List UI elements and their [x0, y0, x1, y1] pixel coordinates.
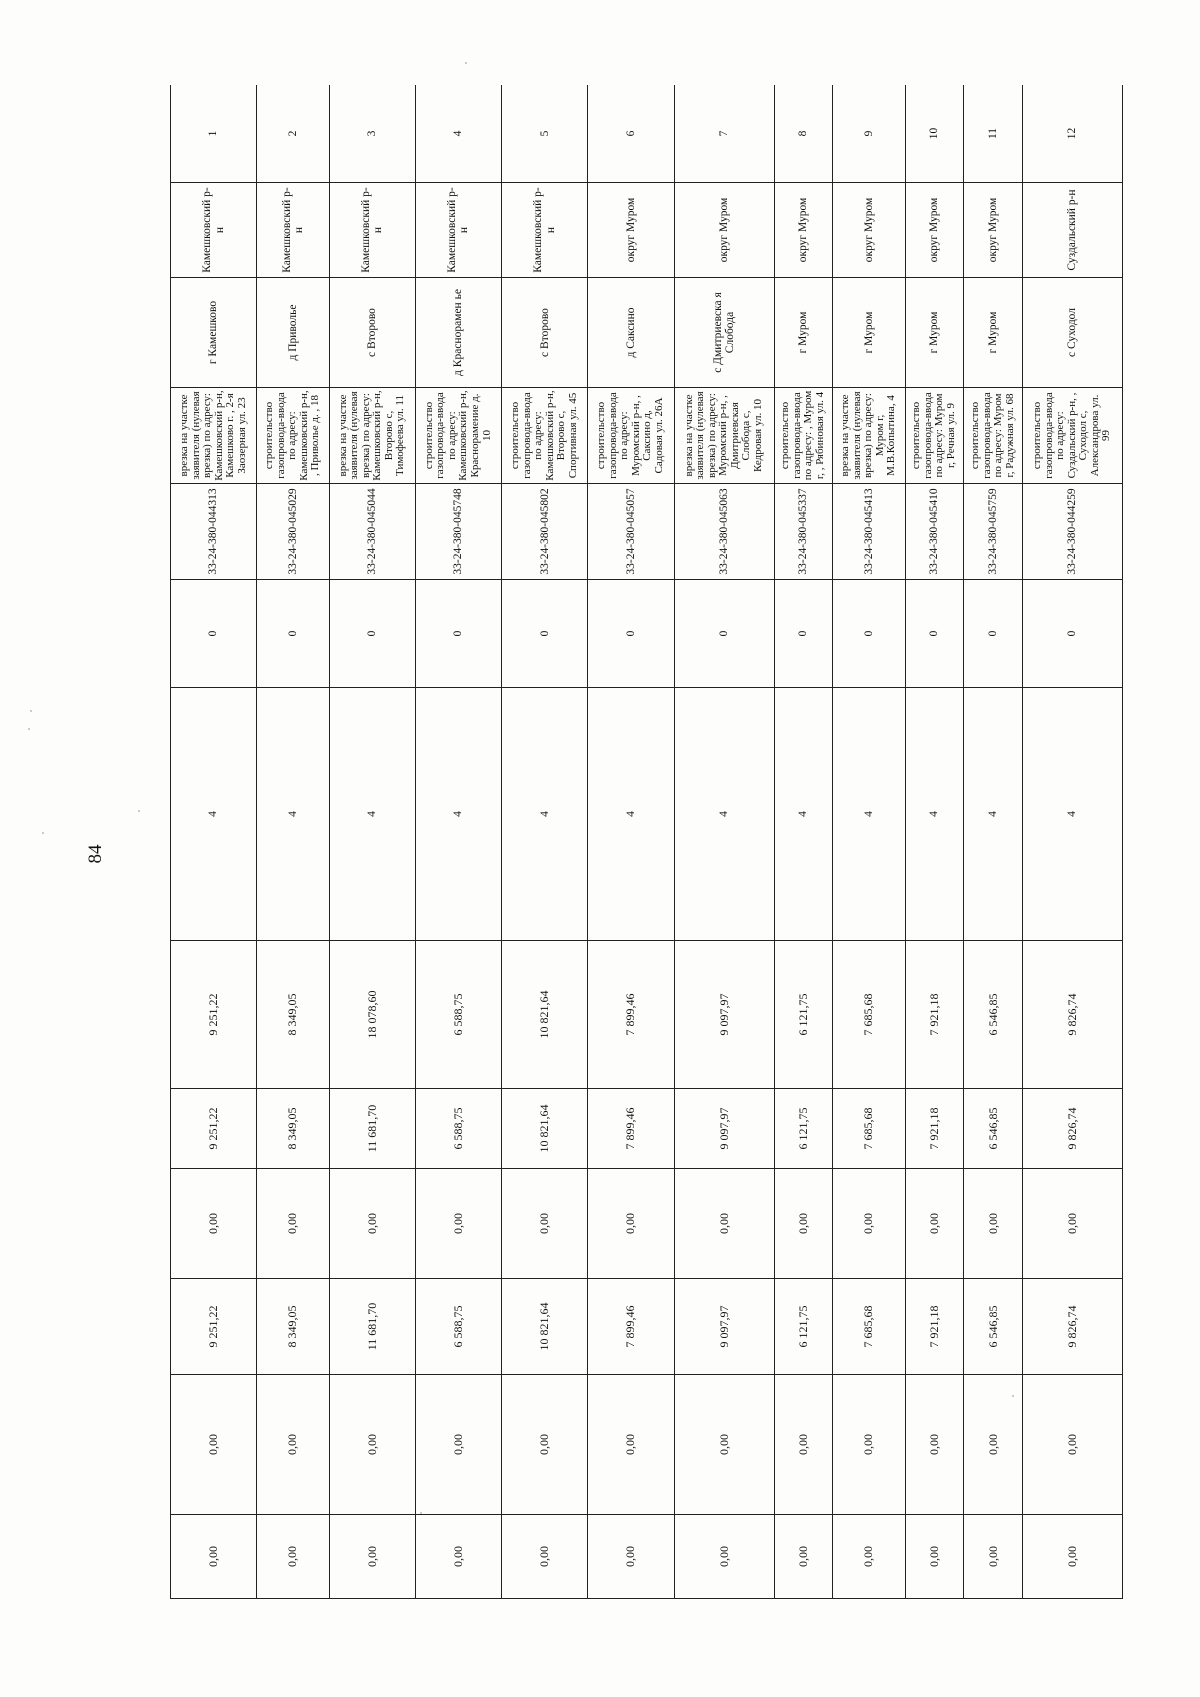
- cell-amount-3: 0,00: [1022, 1169, 1122, 1279]
- cell-district: округ Муром: [964, 183, 1023, 278]
- cell-amount-1: 6 588,75: [415, 941, 501, 1089]
- cell-amount-2: 9 097,97: [674, 1089, 774, 1169]
- scan-speck: [138, 810, 140, 812]
- cell-amount-2: 8 349,05: [257, 1089, 329, 1169]
- cell-description: строительство газопровода-ввода по адресу: Муромский р-н, , Саксино д, Садовая ул. 26А: [588, 388, 674, 484]
- cell-amount-5: 0,00: [257, 1375, 329, 1515]
- cell-col7: 4: [257, 688, 329, 941]
- cell-amount-1: 9 097,97: [674, 941, 774, 1089]
- cell-amount-2: 9 251,22: [171, 1089, 257, 1169]
- cell-cadastral-code: 33-24-380-045759: [964, 484, 1023, 580]
- cell-amount-5: 0,00: [905, 1375, 964, 1515]
- cell-amount-2: 6 546,85: [964, 1089, 1023, 1169]
- cell-col7: 4: [774, 688, 833, 941]
- cell-row-number: 2: [257, 85, 329, 183]
- cell-col7: 4: [905, 688, 964, 941]
- cell-amount-1: 9 826,74: [1022, 941, 1122, 1089]
- cell-amount-3: 0,00: [774, 1169, 833, 1279]
- cell-row-number: 7: [674, 85, 774, 183]
- cell-col6: 0: [833, 580, 905, 688]
- cell-locality: г Камешково: [171, 278, 257, 388]
- cell-amount-1: 8 349,05: [257, 941, 329, 1089]
- cell-amount-5: 0,00: [415, 1375, 501, 1515]
- cell-district: округ Муром: [588, 183, 674, 278]
- cell-amount-1: 10 821,64: [502, 941, 588, 1089]
- cell-amount-1: 6 121,75: [774, 941, 833, 1089]
- rotated-table-container: [170, 85, 1123, 1599]
- cell-locality: г Муром: [833, 278, 905, 388]
- cell-col7: 4: [674, 688, 774, 941]
- cell-description: строительство газопровода-ввода по адресу: Камешковский р-н, , Приволье д. , 18: [257, 388, 329, 484]
- cell-amount-3: 0,00: [329, 1169, 415, 1279]
- cell-amount-3: 0,00: [502, 1169, 588, 1279]
- table-body: [171, 85, 1123, 1599]
- table-row: [329, 85, 415, 1599]
- cell-amount-2: 10 821,64: [502, 1089, 588, 1169]
- cell-amount-6: 0,00: [674, 1515, 774, 1599]
- cell-amount-6: 0,00: [171, 1515, 257, 1599]
- cell-row-number: 6: [588, 85, 674, 183]
- cell-row-number: 3: [329, 85, 415, 183]
- scan-speck: [30, 710, 32, 712]
- cell-cadastral-code: 33-24-380-045057: [588, 484, 674, 580]
- cell-col6: 0: [415, 580, 501, 688]
- cell-amount-2: 6 121,75: [774, 1089, 833, 1169]
- cell-col6: 0: [502, 580, 588, 688]
- cell-locality: с Дмитриевска я Слобода: [674, 278, 774, 388]
- table-row: [171, 85, 257, 1599]
- cell-locality: г Муром: [964, 278, 1023, 388]
- table-row: [905, 85, 964, 1599]
- cell-row-number: 11: [964, 85, 1023, 183]
- cell-district: Камешковский р-н: [502, 183, 588, 278]
- cell-amount-1: 7 921,18: [905, 941, 964, 1089]
- page-number: 84: [85, 844, 106, 864]
- cell-cadastral-code: 33-24-380-045802: [502, 484, 588, 580]
- cell-description: врезка на участке заявителя (нулевая врезка) по адресу: Камешковский р-н, Второво с, Тимофеева ул. 11: [329, 388, 415, 484]
- cell-locality: с Второво: [502, 278, 588, 388]
- cell-amount-4: 7 685,68: [833, 1279, 905, 1375]
- scan-speck: [28, 728, 30, 730]
- cell-amount-4: 8 349,05: [257, 1279, 329, 1375]
- cell-locality: с Суходол: [1022, 278, 1122, 388]
- cell-amount-3: 0,00: [964, 1169, 1023, 1279]
- cell-amount-4: 11 681,70: [329, 1279, 415, 1375]
- cell-cadastral-code: 33-24-380-045029: [257, 484, 329, 580]
- cell-col7: 4: [415, 688, 501, 941]
- cell-row-number: 9: [833, 85, 905, 183]
- cell-district: Камешковский р-н: [415, 183, 501, 278]
- cell-col7: 4: [1022, 688, 1122, 941]
- table-row: [588, 85, 674, 1599]
- cell-amount-6: 0,00: [588, 1515, 674, 1599]
- cell-amount-6: 0,00: [774, 1515, 833, 1599]
- cell-district: округ Муром: [833, 183, 905, 278]
- table-row: [833, 85, 905, 1599]
- cell-amount-5: 0,00: [1022, 1375, 1122, 1515]
- cell-amount-2: 6 588,75: [415, 1089, 501, 1169]
- cell-col7: 4: [964, 688, 1023, 941]
- cell-amount-4: 6 546,85: [964, 1279, 1023, 1375]
- cell-amount-5: 0,00: [502, 1375, 588, 1515]
- cell-amount-5: 0,00: [171, 1375, 257, 1515]
- cell-amount-2: 11 681,70: [329, 1089, 415, 1169]
- cell-amount-6: 0,00: [257, 1515, 329, 1599]
- cell-amount-4: 7 921,18: [905, 1279, 964, 1375]
- cell-amount-3: 0,00: [171, 1169, 257, 1279]
- cell-district: Камешковский р-н: [257, 183, 329, 278]
- cell-amount-3: 0,00: [257, 1169, 329, 1279]
- cell-amount-5: 0,00: [588, 1375, 674, 1515]
- cell-col6: 0: [774, 580, 833, 688]
- cell-locality: д Саксино: [588, 278, 674, 388]
- cell-description: строительство газопровода-ввода по адресу: Камешковский р-н, Второво с, Спортивная ул. 45: [502, 388, 588, 484]
- cell-row-number: 1: [171, 85, 257, 183]
- cell-district: округ Муром: [774, 183, 833, 278]
- cell-col7: 4: [833, 688, 905, 941]
- cell-col6: 0: [964, 580, 1023, 688]
- cell-cadastral-code: 33-24-380-044259: [1022, 484, 1122, 580]
- scan-speck: [465, 62, 467, 64]
- register-table: [170, 85, 1123, 1599]
- cell-district: округ Муром: [905, 183, 964, 278]
- cell-amount-4: 9 097,97: [674, 1279, 774, 1375]
- cell-amount-3: 0,00: [415, 1169, 501, 1279]
- cell-cadastral-code: 33-24-380-045063: [674, 484, 774, 580]
- cell-row-number: 4: [415, 85, 501, 183]
- cell-locality: г Муром: [905, 278, 964, 388]
- cell-col6: 0: [257, 580, 329, 688]
- cell-locality: с Второво: [329, 278, 415, 388]
- cell-amount-1: 18 078,60: [329, 941, 415, 1089]
- cell-description: врезка на участке заявителя (нулевая врезка) по адресу: Муром г, М.В.Копытина, 4: [833, 388, 905, 484]
- cell-locality: д Приволье: [257, 278, 329, 388]
- cell-amount-3: 0,00: [674, 1169, 774, 1279]
- cell-amount-5: 0,00: [964, 1375, 1023, 1515]
- cell-district: округ Муром: [674, 183, 774, 278]
- cell-amount-3: 0,00: [588, 1169, 674, 1279]
- cell-cadastral-code: 33-24-380-045748: [415, 484, 501, 580]
- cell-amount-6: 0,00: [415, 1515, 501, 1599]
- cell-amount-5: 0,00: [329, 1375, 415, 1515]
- table-row: [257, 85, 329, 1599]
- cell-district: Суздальский р-н: [1022, 183, 1122, 278]
- cell-amount-5: 0,00: [833, 1375, 905, 1515]
- cell-row-number: 8: [774, 85, 833, 183]
- cell-amount-4: 9 826,74: [1022, 1279, 1122, 1375]
- cell-locality: д Краснорамен ье: [415, 278, 501, 388]
- cell-cadastral-code: 33-24-380-045410: [905, 484, 964, 580]
- cell-locality: г Муром: [774, 278, 833, 388]
- cell-amount-5: 0,00: [774, 1375, 833, 1515]
- table-row: [774, 85, 833, 1599]
- cell-col6: 0: [171, 580, 257, 688]
- cell-cadastral-code: 33-24-380-045044: [329, 484, 415, 580]
- table-row: [674, 85, 774, 1599]
- cell-amount-2: 7 899,46: [588, 1089, 674, 1169]
- cell-amount-4: 6 588,75: [415, 1279, 501, 1375]
- cell-col6: 0: [674, 580, 774, 688]
- cell-description: строительство газопровода-ввода по адресу: Камешковский р-н, Краснорамение д. 10: [415, 388, 501, 484]
- cell-amount-6: 0,00: [502, 1515, 588, 1599]
- cell-description: врезка на участке заявителя (нулевая врезка) по адресу: Муромский р-н, , Дмитриевская Слобода с, Кедровая ул. 10: [674, 388, 774, 484]
- cell-col6: 0: [329, 580, 415, 688]
- cell-col6: 0: [588, 580, 674, 688]
- cell-row-number: 10: [905, 85, 964, 183]
- cell-amount-6: 0,00: [905, 1515, 964, 1599]
- cell-amount-4: 10 821,64: [502, 1279, 588, 1375]
- cell-description: врезка на участке заявителя (нулевая врезка) по адресу: Камешковский р-н, Камешково г. , 2-я Заозерная ул. 23: [171, 388, 257, 484]
- cell-amount-1: 9 251,22: [171, 941, 257, 1089]
- table-row: [502, 85, 588, 1599]
- cell-col7: 4: [329, 688, 415, 941]
- cell-amount-2: 9 826,74: [1022, 1089, 1122, 1169]
- cell-description: строительство газопровода-ввода по адресу: , Муром г, , Рябиновая ул. 4: [774, 388, 833, 484]
- cell-col6: 0: [1022, 580, 1122, 688]
- cell-amount-4: 9 251,22: [171, 1279, 257, 1375]
- cell-district: Камешковский р-н: [329, 183, 415, 278]
- cell-cadastral-code: 33-24-380-045413: [833, 484, 905, 580]
- table-row: [1022, 85, 1122, 1599]
- cell-description: строительство газопровода-ввода по адресу: Муром г, Радужная ул. 68: [964, 388, 1023, 484]
- cell-amount-3: 0,00: [833, 1169, 905, 1279]
- table-row: [964, 85, 1023, 1599]
- cell-col7: 4: [502, 688, 588, 941]
- cell-row-number: 5: [502, 85, 588, 183]
- cell-cadastral-code: 33-24-380-045337: [774, 484, 833, 580]
- cell-amount-6: 0,00: [1022, 1515, 1122, 1599]
- cell-col7: 4: [588, 688, 674, 941]
- scan-speck: [42, 832, 44, 834]
- cell-amount-2: 7 685,68: [833, 1089, 905, 1169]
- cell-description: строительство газопровода-ввода по адресу: Суздальский р-н, , Суходол с, Александрова ул. 99: [1022, 388, 1122, 484]
- cell-cadastral-code: 33-24-380-044313: [171, 484, 257, 580]
- cell-amount-1: 7 899,46: [588, 941, 674, 1089]
- cell-amount-4: 7 899,46: [588, 1279, 674, 1375]
- cell-col6: 0: [905, 580, 964, 688]
- cell-amount-1: 6 546,85: [964, 941, 1023, 1089]
- cell-amount-6: 0,00: [329, 1515, 415, 1599]
- cell-amount-6: 0,00: [964, 1515, 1023, 1599]
- cell-district: Камешковский р-н: [171, 183, 257, 278]
- cell-amount-1: 7 685,68: [833, 941, 905, 1089]
- table-row: [415, 85, 501, 1599]
- cell-row-number: 12: [1022, 85, 1122, 183]
- cell-amount-6: 0,00: [833, 1515, 905, 1599]
- cell-description: строительство газопровода-ввода по адресу: Муром г, Речная ул. 9: [905, 388, 964, 484]
- cell-amount-4: 6 121,75: [774, 1279, 833, 1375]
- cell-amount-5: 0,00: [674, 1375, 774, 1515]
- cell-col7: 4: [171, 688, 257, 941]
- cell-amount-3: 0,00: [905, 1169, 964, 1279]
- cell-amount-2: 7 921,18: [905, 1089, 964, 1169]
